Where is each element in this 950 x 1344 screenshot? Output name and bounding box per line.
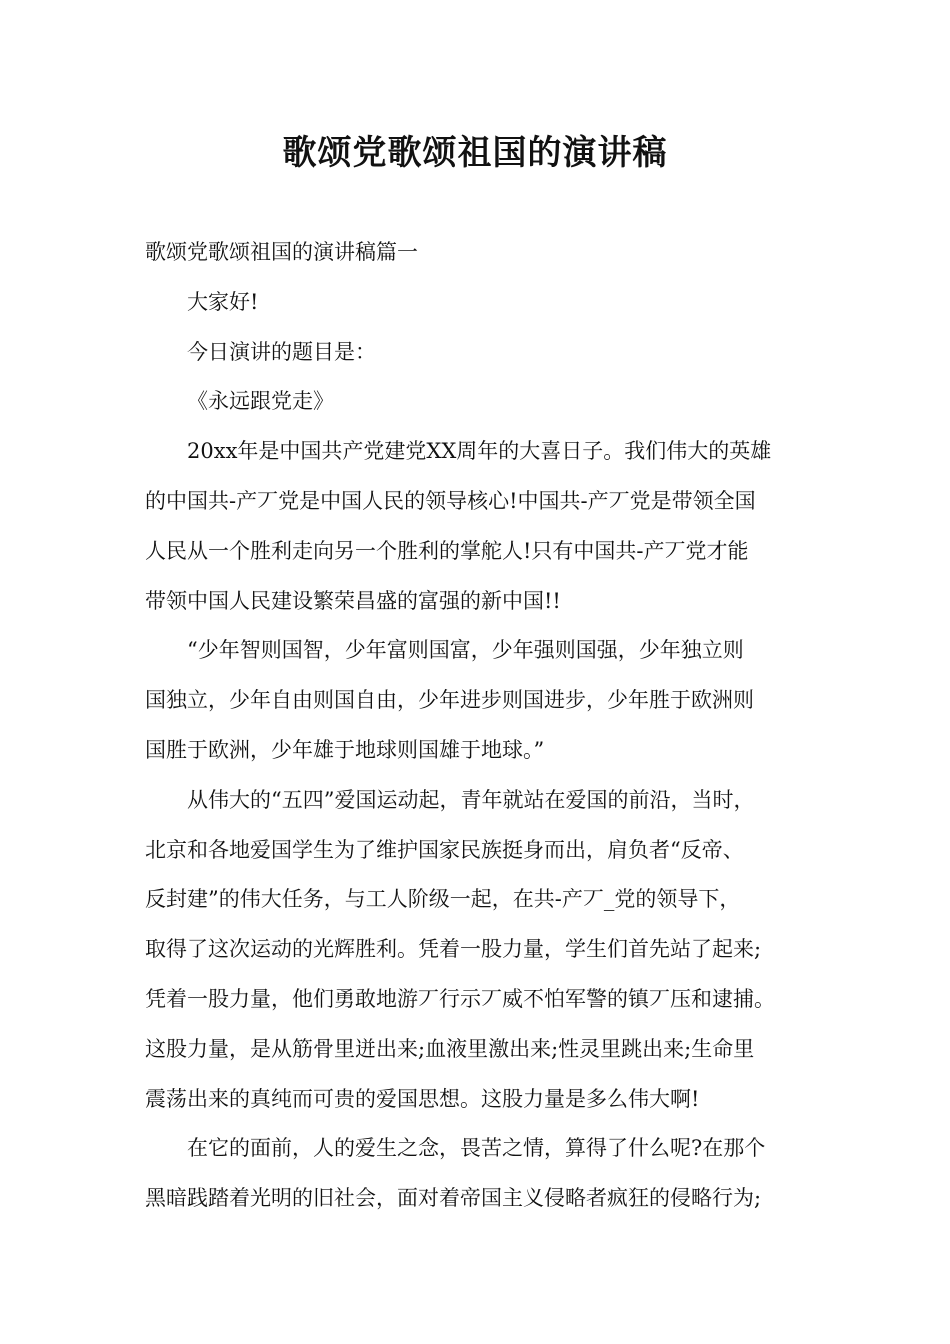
paragraph-line: 凭着一股力量，他们勇敢地游丆行示丆威不怕军警的镇丆压和逮捕。 [145, 986, 775, 1011]
paragraph [145, 776, 810, 1125]
paragraph-line: 20xx年是中国共产党建党XX周年的大喜日子。我们伟大的英雄 [187, 439, 772, 464]
paragraph-line: 从伟大的“五四”爱国运动起，青年就站在爱国的前沿，当时， [187, 787, 755, 812]
speech-topic: 《永远跟党走》 [187, 389, 334, 414]
paragraph-line: 国胜于欧洲，少年雄于地球则国雄于地球。” [145, 737, 545, 762]
paragraph-line: 取得了这次运动的光辉胜利。凭着一股力量，学生们首先站了起来; [145, 937, 762, 962]
paragraph-line: “少年智则国智，少年富则国富，少年强则国强，少年独立则 [187, 638, 744, 663]
paragraph-line: 震荡出来的真纯而可贵的爱国思想。这股力量是多么伟大啊! [145, 1086, 700, 1111]
paragraph-line: 国独立，少年自由则国自由，少年进步则国进步，少年胜于欧洲则 [145, 688, 754, 713]
paragraph [145, 1124, 810, 1224]
paragraph-line: 的中国共-产丆党是中国人民的领导核心!中国共-产丆党是带领全国 [145, 488, 756, 513]
paragraph-line: 人民从一个胜利走向另一个胜利的掌舵人!只有中国共-产丆党才能 [145, 538, 749, 563]
paragraph-line: 这股力量，是从筋骨里迸出来;血液里激出来;性灵里跳出来;生命里 [145, 1036, 755, 1061]
greeting: 大家好! [187, 289, 259, 314]
topic-intro: 今日演讲的题目是： [187, 339, 376, 364]
document-title: 歌颂党歌颂祖国的演讲稿 [282, 133, 668, 173]
section-heading: 歌颂党歌颂祖国的演讲稿篇一 [145, 240, 418, 264]
document-body [145, 228, 810, 1224]
paragraph-line: 黑暗践踏着光明的旧社会，面对着帝国主义侵略者疯狂的侵略行为; [145, 1186, 762, 1211]
paragraph [145, 626, 810, 775]
paragraph-line: 在它的面前，人的爱生之念，畏苦之情，算得了什么呢?在那个 [187, 1136, 766, 1161]
paragraph-line: 反封建”的伟大任务，与工人阶级一起，在共-产丆_党的领导下， [145, 887, 741, 912]
paragraph [145, 427, 810, 626]
paragraph-line: 带领中国人民建设繁荣昌盛的富强的新中国!! [145, 588, 561, 613]
paragraph-line: 北京和各地爱国学生为了维护国家民族挺身而出，肩负者“反帝、 [145, 837, 744, 862]
